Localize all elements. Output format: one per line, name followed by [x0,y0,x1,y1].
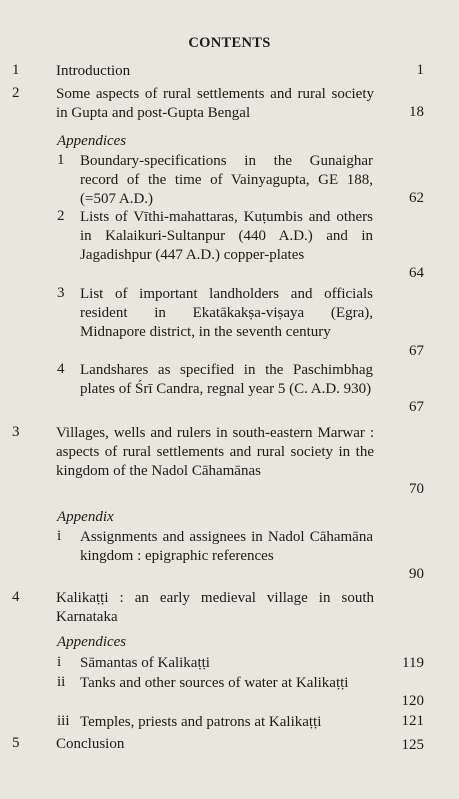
page-number: 18 [409,104,424,120]
appendix-title: Boundary-specifications in the Gunaighar record of the time of Vainyagupta, GE 188, (=507 A.D.) [80,153,373,207]
appendix-number: 3 [57,285,65,301]
chapter-title: Introduction [56,63,131,79]
appendices-heading: Appendices [57,634,127,650]
chapter-number: 5 [12,735,20,751]
page-number: 64 [409,265,424,281]
appendix-title: Assignments and assignees in Nadol Cāhamāna kingdom : epigraphic references [80,529,373,564]
appendix-title: List of important landholders and officials resident in Ekatākakṣa-viṣaya (Egra), Midnapore district, in the seventh century [80,286,373,340]
page-number: 119 [402,655,424,671]
appendix-title: Temples, priests and patrons at Kalikaṭṭi [80,714,322,730]
page-number: 125 [401,737,424,753]
appendix-title: Lists of Vīthi-mahattaras, Kuṭumbis and others in Kalaikuri-Sultanpur (440 A.D.) and in Jagadishpur (447 A.D.) copper-plates [80,209,373,263]
appendix-number: 1 [57,152,65,168]
appendix-number: i [57,654,62,670]
appendix-number: 2 [57,208,65,224]
chapter-number: 4 [12,589,20,605]
chapter-title: Conclusion [56,736,125,752]
appendix-title: Sāmantas of Kalikaṭṭi [80,655,210,671]
page-number: 70 [409,481,424,497]
page-number: 1 [416,62,424,78]
appendices-heading: Appendix [57,509,114,525]
page-number: 67 [409,343,424,359]
chapter-title: Villages, wells and rulers in south-eastern Marwar : aspects of rural settlements and rural society in the kingdom of the Nadol Cāhamānas [56,425,374,479]
chapter-title: Some aspects of rural settlements and rural society in Gupta and post-Gupta Bengal [56,86,374,121]
chapter-number: 2 [12,85,20,101]
appendix-title: Tanks and other sources of water at Kalikaṭṭi [80,675,349,691]
appendix-number: iii [57,713,70,729]
page-number: 90 [409,566,424,582]
chapter-number: 3 [12,424,20,440]
chapter-title: Kalikaṭṭi : an early medieval village in south Karnataka [56,590,374,625]
page-number: 67 [409,399,424,415]
page-title: CONTENTS [188,35,271,51]
appendix-title: Landshares as specified in the Paschimbhag plates of Śrī Candra, regnal year 5 (C. A.D. 930) [80,362,373,397]
appendices-heading: Appendices [57,133,127,149]
appendix-number: i [57,528,62,544]
chapter-number: 1 [12,62,20,78]
page-number: 62 [409,190,424,206]
appendix-number: ii [57,674,66,690]
page-number: 121 [401,713,424,729]
appendix-number: 4 [57,361,65,377]
page-number: 120 [401,693,424,709]
